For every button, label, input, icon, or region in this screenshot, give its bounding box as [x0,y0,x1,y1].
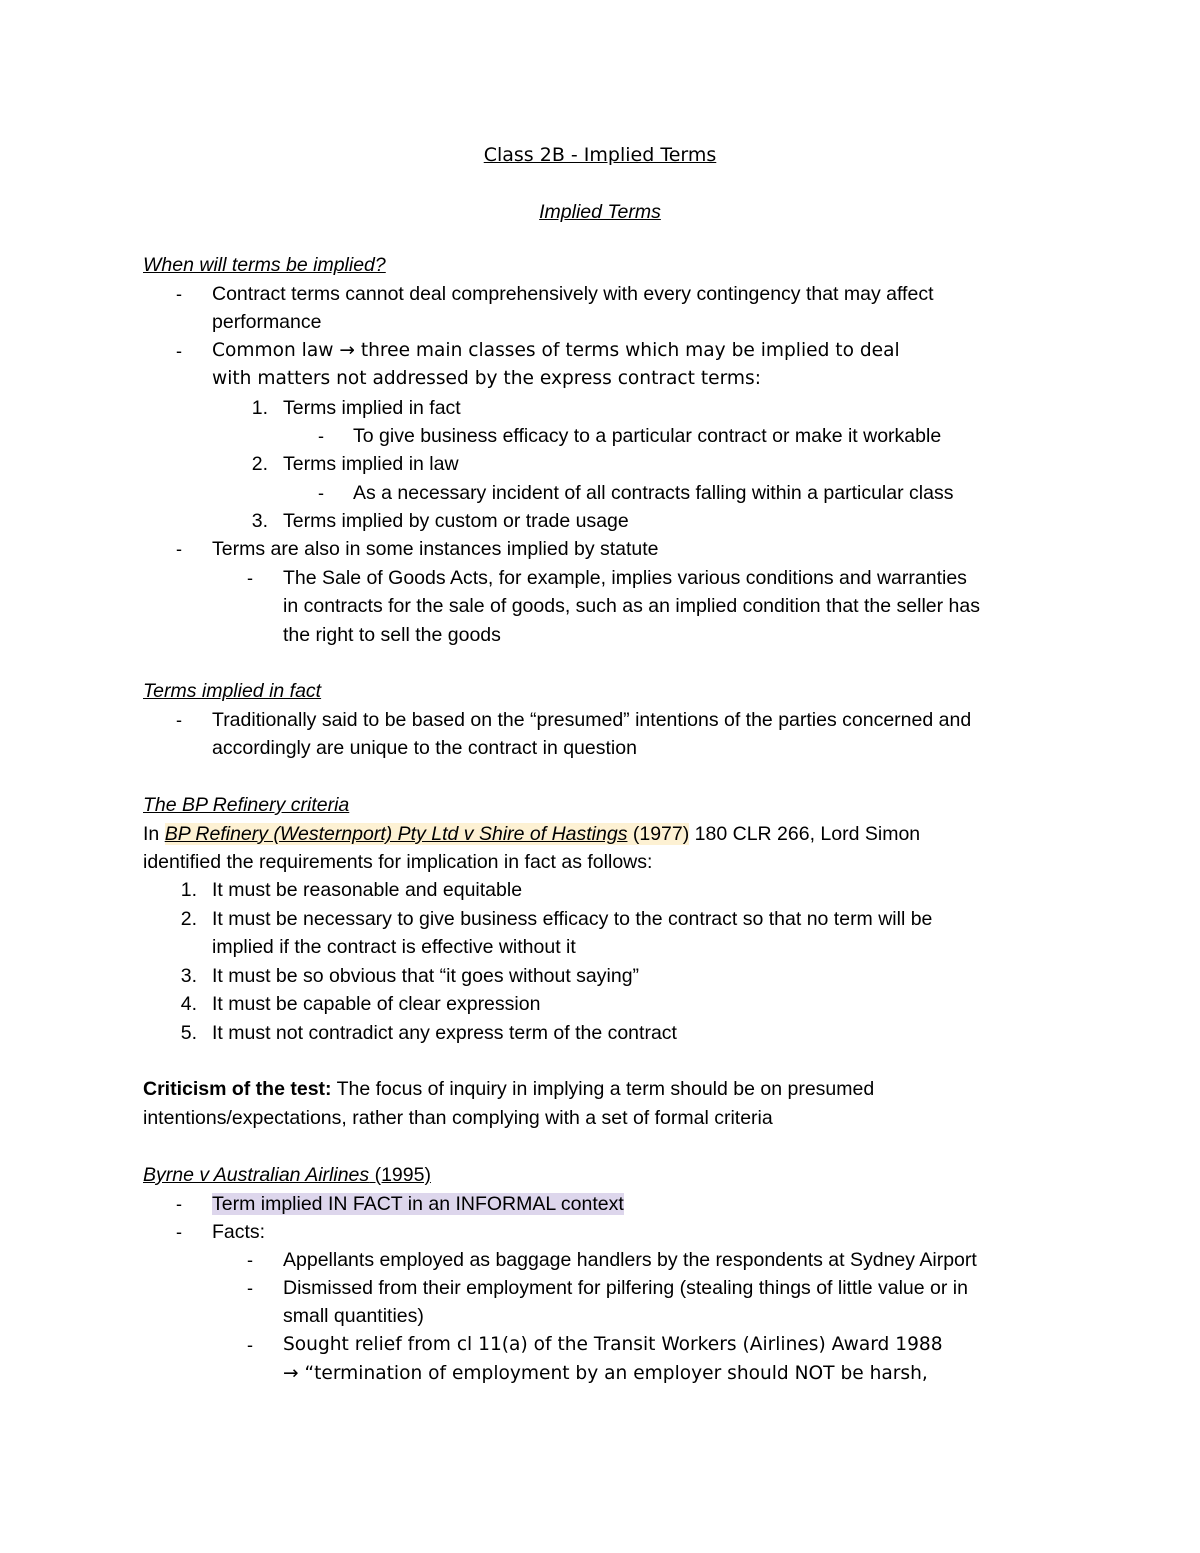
list-item: Terms are also in some instances implied by statute [212,538,659,560]
numbered-item: Terms implied in law [283,453,459,475]
bullet-icon: - [176,1194,182,1214]
bullet-icon: - [247,1335,253,1355]
list-item: Facts: [212,1221,266,1243]
bullet-icon: - [176,710,182,730]
numbered-item: Terms implied in fact [283,397,461,419]
section-heading-byrne: Byrne v Australian Airlines (1995) [143,1164,431,1186]
paragraph-line: identified the requirements for implication in fact as follows: [143,851,653,873]
list-item: Traditionally said to be based on the “presumed” intentions of the parties concerned and [212,709,972,731]
list-item: Contract terms cannot deal comprehensively with every contingency that may affect [212,283,934,305]
list-item-continued: with matters not addressed by the express contract terms: [212,368,761,389]
numbered-item: It must be reasonable and equitable [212,879,523,901]
bullet-icon: - [176,341,182,361]
criticism-paragraph-continued: intentions/expectations, rather than complying with a set of formal criteria [143,1107,773,1129]
list-number: 2. [180,908,197,930]
bullet-icon: - [318,483,324,503]
criticism-label: Criticism of the test: [143,1078,332,1100]
section-heading-terms-in-fact: Terms implied in fact [143,680,322,702]
document-subtitle: Implied Terms [539,201,661,223]
criticism-paragraph: Criticism of the test: The focus of inquiry in implying a term should be on presumed [143,1078,875,1100]
bullet-icon: - [247,1250,253,1270]
bullet-icon: - [176,284,182,304]
term-highlight: Term implied IN FACT in an INFORMAL context [212,1193,624,1215]
numbered-item: It must be so obvious that “it goes without saying” [212,965,640,987]
list-item [212,1190,624,1218]
numbered-item: It must be capable of clear expression [212,993,541,1015]
section-heading-when-implied: When will terms be implied? [143,254,386,276]
list-item: Common law → three main classes of terms which may be implied to deal [212,340,900,361]
document-title: Class 2B - Implied Terms [483,144,717,166]
list-number: 5. [180,1022,197,1044]
case-citation-line: In BP Refinery (Westernport) Pty Ltd v Shire of Hastings (1977) 180 CLR 266, Lord Simon [143,823,921,845]
bullet-icon: - [318,426,324,446]
list-item-continued: the right to sell the goods [283,624,501,646]
case-name: BP Refinery (Westernport) Pty Ltd v Shire of Hastings [164,823,628,845]
list-item-continued: in contracts for the sale of goods, such as an implied condition that the seller has [283,595,980,617]
list-item-continued: accordingly are unique to the contract in question [212,737,637,759]
list-number: 3. [251,510,268,532]
bullet-icon: - [176,539,182,559]
list-number: 1. [251,397,268,419]
bullet-icon: - [247,568,253,588]
list-number: 1. [180,879,197,901]
list-item-continued: performance [212,311,322,333]
section-heading-bp-refinery: The BP Refinery criteria [143,794,350,816]
numbered-item: It must not contradict any express term of the contract [212,1022,677,1044]
bullet-icon: - [176,1222,182,1242]
list-item: To give business efficacy to a particular contract or make it workable [353,425,942,447]
numbered-item-continued: implied if the contract is effective without it [212,936,576,958]
list-number: 2. [251,453,268,475]
numbered-item: Terms implied by custom or trade usage [283,510,629,532]
list-item: Sought relief from cl 11(a) of the Transit Workers (Airlines) Award 1988 [283,1334,943,1355]
list-item-continued: small quantities) [283,1305,424,1327]
list-item: The Sale of Goods Acts, for example, implies various conditions and warranties [283,567,967,589]
bullet-icon: - [247,1278,253,1298]
list-item-continued: → “termination of employment by an employer should NOT be harsh, [283,1363,928,1384]
case-highlight: BP Refinery (Westernport) Pty Ltd v Shire of Hastings (1977) [164,823,690,845]
list-number: 4. [180,993,197,1015]
list-item: As a necessary incident of all contracts falling within a particular class [353,482,954,504]
list-item: Dismissed from their employment for pilfering (stealing things of little value or in [283,1277,968,1299]
list-item: Appellants employed as baggage handlers by the respondents at Sydney Airport [283,1249,977,1271]
numbered-item: It must be necessary to give business efficacy to the contract so that no term will be [212,908,933,930]
list-number: 3. [180,965,197,987]
